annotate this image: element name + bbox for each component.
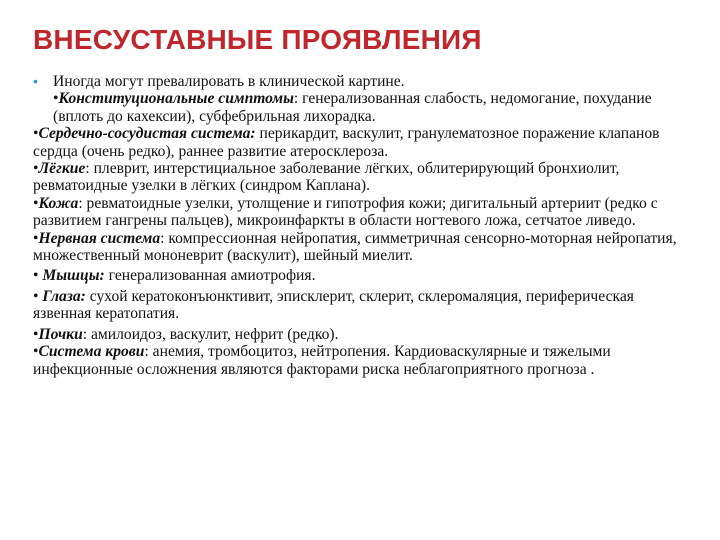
item-term: Кожа (38, 194, 79, 212)
item-text: перикардит, васкулит, гранулематозное поражение клапанов сердца (очень редко), раннее развитие атеросклероза. (33, 125, 660, 160)
list-item (33, 343, 693, 378)
item-sep: : (160, 229, 169, 247)
item-sep: : (82, 325, 91, 343)
item-term: Мышцы: (42, 267, 105, 285)
bullet: • (33, 343, 39, 361)
bullet: • (33, 267, 43, 285)
list-item (33, 326, 693, 343)
intro-line (33, 73, 693, 90)
item-text: компрессионная нейропатия, симметричная сенсорно-моторная нейропатия, множественный мононеврит (васкулит), шейный миелит. (33, 229, 677, 265)
bullet: • (33, 287, 43, 305)
item-text: амилоидоз, васкулит, нефрит (редко). (91, 325, 339, 343)
item-term: Глаза: (42, 287, 86, 305)
intro-text: Иногда могут превалировать в клинической картине. (53, 73, 405, 90)
list-item (33, 125, 693, 160)
list-item (33, 90, 693, 125)
item-text: генерализованная слабость, недомогание, похудание (вплоть до кахексии), субфебрильная лихорадка. (53, 90, 652, 125)
slide-title: ВНЕСУСТАВНЫЕ ПРОЯВЛЕНИЯ (33, 24, 482, 55)
item-text: анемия, тромбоцитоз, нейтропения. Кардиоваскулярные и тяжелыми инфекционные осложнения являются факторами риска неблагоприятного прогноза . (33, 343, 611, 378)
item-sep: : (144, 343, 153, 361)
item-term: Лёгкие (38, 160, 86, 178)
bullet: • (53, 90, 59, 108)
bullet: • (33, 125, 39, 143)
item-text: сухой кератоконъюнктивит, эписклерит, склерит, склеромаляция, периферическая язвенная кератопатия. (33, 287, 634, 323)
item-text: генерализованная амиотрофия. (108, 267, 316, 285)
item-sep: : (78, 194, 87, 212)
list-item (33, 288, 693, 323)
bullet: • (33, 325, 39, 343)
item-term: Конституциональные симптомы (58, 90, 294, 108)
bullet: • (33, 229, 39, 247)
bullet: • (33, 194, 39, 212)
item-text: плеврит, интерстициальное заболевание лёгких, облитерирующий бронхиолит, ревматоидные узелки в лёгких (синдром Каплана). (33, 160, 620, 195)
item-term: Нервная система (38, 229, 161, 247)
item-term: Почки (38, 325, 83, 343)
item-term: Система крови (38, 343, 145, 361)
item-term: Сердечно-сосудистая система: (38, 125, 256, 143)
list-item (33, 195, 693, 230)
bullet: • (33, 160, 39, 178)
item-text: ревматоидные узелки, утолщение и гипотрофия кожи; дигитальный артериит (редко с развитием гангрены пальцев), микроинфаркты в области ногтевого ложа, сетчатое ливедо. (33, 194, 658, 230)
list-item (33, 267, 693, 284)
item-sep: : (85, 160, 94, 178)
list-item (33, 160, 693, 195)
item-sep: : (293, 90, 303, 108)
list-item (33, 230, 693, 265)
bullet-icon: • (33, 73, 38, 89)
slide-body (33, 73, 693, 378)
